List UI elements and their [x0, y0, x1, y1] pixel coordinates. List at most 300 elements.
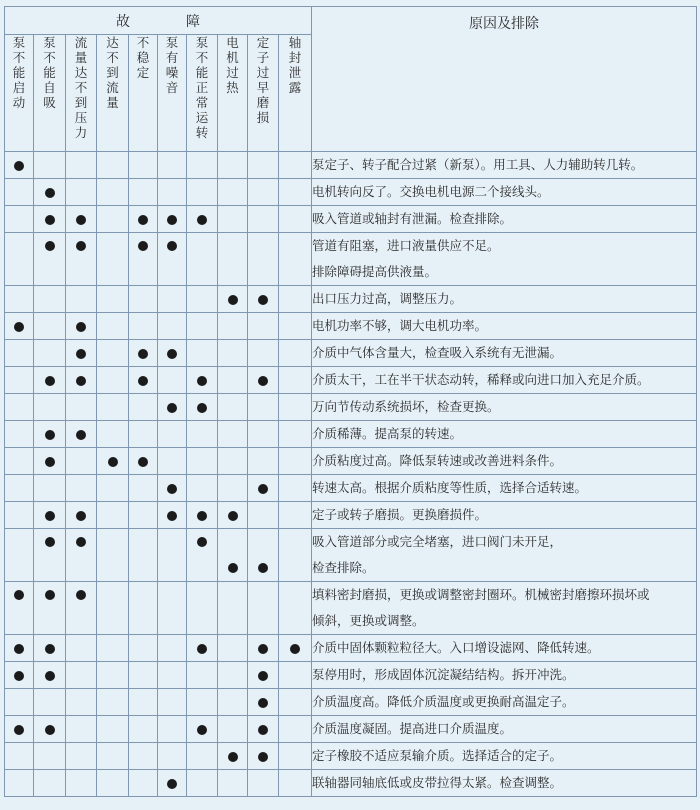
symptom-header-8 — [218, 35, 248, 152]
symptom-char: 露 — [288, 80, 302, 95]
mark-cell — [279, 582, 312, 635]
mark-cell — [279, 313, 312, 340]
mark-cell — [158, 662, 187, 689]
symptom-char: 泵 — [195, 35, 209, 50]
mark-cell — [97, 716, 129, 743]
mark-cell — [248, 421, 279, 448]
mark-cell — [34, 502, 66, 529]
fault-dot — [108, 457, 118, 467]
cause-text-line: 吸入管道部分或完全堵塞，进口阀门未开足， — [312, 534, 563, 549]
fault-dot — [197, 644, 207, 654]
mark-cell — [34, 635, 66, 662]
fault-dot — [167, 349, 177, 359]
cause-cell — [312, 367, 697, 394]
mark-cell — [158, 340, 187, 367]
mark-cell — [279, 743, 312, 770]
mark-cell — [158, 367, 187, 394]
symptom-char: 泵 — [165, 35, 179, 50]
mark-cell — [66, 206, 97, 233]
fault-row — [5, 689, 697, 716]
mark-cell — [187, 743, 218, 770]
mark-cell — [218, 367, 248, 394]
fault-dot — [45, 376, 55, 386]
fault-dot — [138, 241, 148, 251]
cause-text-line: 吸入管道或轴封有泄漏。检查排除。 — [312, 211, 513, 226]
fault-dot — [197, 403, 207, 413]
mark-cell — [158, 502, 187, 529]
mark-cell — [279, 421, 312, 448]
cause-cell — [312, 770, 697, 797]
mark-cell — [187, 340, 218, 367]
cause-cell — [312, 662, 697, 689]
symptom-char: 正 — [195, 80, 209, 95]
mark-cell — [218, 475, 248, 502]
mark-cell — [248, 179, 279, 206]
mark-cell — [97, 770, 129, 797]
fault-row — [5, 179, 697, 206]
fault-dot — [138, 349, 148, 359]
fault-row — [5, 394, 697, 421]
mark-cell — [279, 448, 312, 475]
mark-cell — [5, 582, 34, 635]
fault-dot — [76, 349, 86, 359]
fault-dot — [258, 644, 268, 654]
mark-cell — [187, 529, 218, 582]
fault-dot — [258, 484, 268, 494]
symptom-char: 轴 — [288, 35, 302, 50]
mark-cell — [218, 206, 248, 233]
mark-cell — [218, 340, 248, 367]
mark-cell — [158, 286, 187, 313]
fault-dot — [45, 590, 55, 600]
fault-dot — [14, 161, 24, 171]
mark-cell — [97, 475, 129, 502]
fault-dot — [14, 590, 24, 600]
fault-dot — [138, 376, 148, 386]
symptom-char: 有 — [165, 50, 179, 65]
symptom-char: 到 — [74, 95, 88, 110]
symptom-char: 启 — [12, 80, 26, 95]
cause-text-line: 出口压力过高，调整压力。 — [312, 291, 463, 306]
symptom-header-1 — [5, 35, 34, 152]
mark-cell — [97, 743, 129, 770]
mark-cell — [5, 635, 34, 662]
symptom-char: 能 — [195, 65, 209, 80]
symptom-char: 过 — [256, 65, 270, 80]
symptom-char: 压 — [74, 110, 88, 125]
fault-dot — [14, 725, 24, 735]
mark-cell — [158, 475, 187, 502]
mark-cell — [279, 502, 312, 529]
fault-dot — [138, 457, 148, 467]
mark-cell — [248, 689, 279, 716]
fault-dot — [14, 671, 24, 681]
mark-cell — [34, 475, 66, 502]
mark-cell — [34, 716, 66, 743]
mark-cell — [129, 286, 158, 313]
mark-cell — [187, 286, 218, 313]
fault-dot — [167, 403, 177, 413]
mark-cell — [97, 502, 129, 529]
fault-row — [5, 313, 697, 340]
symptom-header-4 — [97, 35, 129, 152]
mark-cell — [279, 689, 312, 716]
mark-cell — [34, 233, 66, 286]
symptom-char: 流 — [106, 80, 119, 95]
mark-cell — [248, 662, 279, 689]
mark-cell — [218, 421, 248, 448]
mark-cell — [248, 635, 279, 662]
mark-cell — [97, 340, 129, 367]
fault-row — [5, 529, 697, 582]
mark-cell — [218, 152, 248, 179]
symptom-char: 过 — [226, 65, 239, 80]
mark-cell — [97, 286, 129, 313]
cause-cell — [312, 152, 697, 179]
mark-cell — [218, 716, 248, 743]
mark-cell — [129, 421, 158, 448]
fault-dot — [197, 511, 207, 521]
mark-cell — [187, 502, 218, 529]
cause-cell — [312, 716, 697, 743]
mark-cell — [97, 421, 129, 448]
mark-cell — [218, 502, 248, 529]
mark-cell — [279, 716, 312, 743]
cause-text-line: 检查排除。 — [312, 560, 375, 575]
mark-cell — [279, 635, 312, 662]
fault-row — [5, 286, 697, 313]
fault-row — [5, 502, 697, 529]
symptom-char: 能 — [12, 65, 26, 80]
symptom-char: 子 — [256, 50, 270, 65]
symptom-char: 不 — [195, 50, 209, 65]
symptom-char: 泵 — [43, 35, 56, 50]
mark-cell — [66, 529, 97, 582]
mark-cell — [158, 743, 187, 770]
cause-cell — [312, 179, 697, 206]
mark-cell — [158, 206, 187, 233]
mark-cell — [129, 502, 158, 529]
cause-text-line: 管道有阻塞，进口液量供应不足。 — [312, 238, 500, 253]
mark-cell — [129, 743, 158, 770]
fault-dot — [76, 322, 86, 332]
mark-cell — [34, 448, 66, 475]
mark-cell — [34, 582, 66, 635]
fault-dot — [197, 376, 207, 386]
cause-text-line: 介质中气体含量大，检查吸入系统有无泄漏。 — [312, 345, 563, 360]
mark-cell — [248, 340, 279, 367]
fault-dot — [197, 725, 207, 735]
fault-row — [5, 743, 697, 770]
symptom-char: 达 — [106, 35, 119, 50]
mark-cell — [187, 662, 218, 689]
cause-text-line: 电机转向反了。交换电机电源二个接线头。 — [312, 184, 550, 199]
fault-title-char-2: 障 — [186, 13, 200, 30]
fault-dot — [45, 671, 55, 681]
mark-cell — [97, 233, 129, 286]
cause-cell — [312, 286, 697, 313]
mark-cell — [66, 662, 97, 689]
mark-cell — [279, 233, 312, 286]
mark-cell — [129, 662, 158, 689]
symptom-char: 机 — [226, 50, 239, 65]
mark-cell — [34, 340, 66, 367]
cause-cell — [312, 421, 697, 448]
mark-cell — [66, 635, 97, 662]
symptom-header-10 — [279, 35, 312, 152]
mark-cell — [158, 152, 187, 179]
mark-cell — [248, 770, 279, 797]
mark-cell — [66, 743, 97, 770]
mark-cell — [187, 475, 218, 502]
cause-text-line: 电机功率不够，调大电机功率。 — [312, 318, 488, 333]
symptom-char: 定 — [136, 65, 150, 80]
fault-dot — [76, 590, 86, 600]
fault-row — [5, 716, 697, 743]
fault-row — [5, 448, 697, 475]
mark-cell — [279, 662, 312, 689]
fault-dot — [290, 644, 300, 654]
symptom-char: 不 — [12, 50, 26, 65]
fault-dot — [258, 725, 268, 735]
mark-cell — [248, 152, 279, 179]
fault-dot — [138, 215, 148, 225]
fault-dot — [258, 671, 268, 681]
fault-dot — [45, 725, 55, 735]
mark-cell — [279, 179, 312, 206]
symptom-char: 封 — [288, 50, 302, 65]
mark-cell — [34, 206, 66, 233]
mark-cell — [34, 313, 66, 340]
header-row-titles — [5, 7, 697, 35]
symptom-char: 泵 — [12, 35, 26, 50]
cause-text-line: 定子橡胶不适应泵输介质。选择适合的定子。 — [312, 748, 563, 763]
fault-dot — [45, 457, 55, 467]
mark-cell — [97, 689, 129, 716]
fault-dot — [167, 484, 177, 494]
mark-cell — [5, 743, 34, 770]
symptom-char: 动 — [12, 95, 26, 110]
fault-dot — [167, 511, 177, 521]
mark-cell — [248, 475, 279, 502]
cause-text-line: 介质温度高。降低介质温度或更换耐高温定子。 — [312, 694, 575, 709]
mark-cell — [34, 179, 66, 206]
fault-row — [5, 635, 697, 662]
fault-dot — [14, 644, 24, 654]
mark-cell — [66, 421, 97, 448]
symptom-header-9 — [248, 35, 279, 152]
mark-cell — [5, 367, 34, 394]
cause-cell — [312, 689, 697, 716]
cause-text-line: 介质太干，工在半干状态动转，稀释或向进口加入充足介质。 — [312, 372, 650, 387]
fault-dot — [45, 511, 55, 521]
cause-text-line: 泵停用时，形成固体沉淀凝结结构。拆开冲洗。 — [312, 667, 575, 682]
mark-cell — [279, 770, 312, 797]
mark-cell — [279, 394, 312, 421]
cause-text-line: 介质稀薄。提高泵的转速。 — [312, 426, 463, 441]
fault-row — [5, 421, 697, 448]
mark-cell — [187, 313, 218, 340]
mark-cell — [66, 716, 97, 743]
mark-cell — [5, 475, 34, 502]
mark-cell — [158, 421, 187, 448]
mark-cell — [218, 233, 248, 286]
symptom-char: 早 — [256, 80, 270, 95]
fault-row — [5, 582, 697, 635]
mark-cell — [248, 206, 279, 233]
mark-cell — [66, 367, 97, 394]
mark-cell — [279, 152, 312, 179]
mark-cell — [218, 179, 248, 206]
symptom-char: 热 — [226, 80, 239, 95]
fault-row — [5, 233, 697, 286]
mark-cell — [129, 475, 158, 502]
fault-dot — [76, 511, 86, 521]
mark-cell — [248, 716, 279, 743]
mark-cell — [97, 367, 129, 394]
mark-cell — [34, 421, 66, 448]
fault-dot — [45, 215, 55, 225]
fault-row — [5, 340, 697, 367]
mark-cell — [248, 529, 279, 582]
mark-cell — [187, 635, 218, 662]
mark-cell — [5, 716, 34, 743]
mark-cell — [218, 448, 248, 475]
mark-cell — [129, 689, 158, 716]
cause-text-line: 联轴器同轴底低或皮带拉得太紧。检查调整。 — [312, 775, 563, 790]
mark-cell — [5, 529, 34, 582]
mark-cell — [187, 152, 218, 179]
mark-cell — [34, 394, 66, 421]
symptom-char: 到 — [106, 65, 119, 80]
mark-cell — [158, 394, 187, 421]
symptom-header-6 — [158, 35, 187, 152]
mark-cell — [158, 448, 187, 475]
mark-cell — [158, 635, 187, 662]
mark-cell — [279, 206, 312, 233]
cause-text-line: 介质温度凝固。提高进口介质温度。 — [312, 721, 513, 736]
mark-cell — [97, 448, 129, 475]
mark-cell — [97, 179, 129, 206]
mark-cell — [66, 313, 97, 340]
fault-dot — [167, 779, 177, 789]
cause-cell — [312, 475, 697, 502]
mark-cell — [97, 635, 129, 662]
mark-cell — [158, 313, 187, 340]
cause-cell — [312, 743, 697, 770]
symptom-char: 能 — [43, 65, 56, 80]
mark-cell — [187, 421, 218, 448]
mark-cell — [97, 582, 129, 635]
mark-cell — [66, 582, 97, 635]
fault-dot — [76, 241, 86, 251]
mark-cell — [248, 448, 279, 475]
mark-cell — [66, 286, 97, 313]
mark-cell — [248, 313, 279, 340]
symptom-char: 不 — [43, 50, 56, 65]
mark-cell — [34, 689, 66, 716]
mark-cell — [129, 233, 158, 286]
symptom-header-5 — [129, 35, 158, 152]
cause-cell — [312, 582, 697, 635]
fault-dot — [228, 295, 238, 305]
mark-cell — [5, 770, 34, 797]
mark-cell — [66, 340, 97, 367]
mark-cell — [129, 529, 158, 582]
mark-cell — [5, 152, 34, 179]
mark-cell — [5, 179, 34, 206]
mark-cell — [66, 502, 97, 529]
cause-cell — [312, 529, 697, 582]
fault-dot — [228, 563, 238, 573]
mark-cell — [248, 233, 279, 286]
mark-cell — [129, 770, 158, 797]
mark-cell — [129, 582, 158, 635]
cause-cell — [312, 394, 697, 421]
mark-cell — [66, 233, 97, 286]
fault-dot — [14, 322, 24, 332]
mark-cell — [158, 689, 187, 716]
fault-dot — [76, 537, 86, 547]
symptom-char: 常 — [195, 95, 209, 110]
symptom-char: 不 — [136, 35, 150, 50]
mark-cell — [187, 367, 218, 394]
cause-cell — [312, 448, 697, 475]
mark-cell — [158, 233, 187, 286]
symptom-char: 定 — [256, 35, 270, 50]
mark-cell — [248, 286, 279, 313]
fault-dot — [167, 241, 177, 251]
mark-cell — [218, 582, 248, 635]
mark-cell — [187, 179, 218, 206]
cause-text-line: 转速太高。根据介质粘度等性质，选择合适转速。 — [312, 480, 588, 495]
symptom-char: 运 — [195, 110, 209, 125]
mark-cell — [158, 582, 187, 635]
fault-dot — [258, 752, 268, 762]
mark-cell — [158, 770, 187, 797]
fault-title-char-1: 故 — [116, 13, 130, 30]
mark-cell — [248, 394, 279, 421]
symptom-char: 泄 — [288, 65, 302, 80]
fault-dot — [45, 430, 55, 440]
mark-cell — [158, 179, 187, 206]
mark-cell — [129, 206, 158, 233]
fault-dot — [76, 376, 86, 386]
mark-cell — [5, 394, 34, 421]
mark-cell — [218, 394, 248, 421]
mark-cell — [5, 206, 34, 233]
mark-cell — [129, 340, 158, 367]
symptom-char: 磨 — [256, 95, 270, 110]
fault-row — [5, 662, 697, 689]
mark-cell — [66, 689, 97, 716]
symptom-char: 达 — [74, 65, 88, 80]
mark-cell — [218, 313, 248, 340]
symptom-char: 噪 — [165, 65, 179, 80]
cause-text-line: 定子或转子磨损。更换磨损件。 — [312, 507, 488, 522]
fault-dot — [197, 215, 207, 225]
mark-cell — [218, 770, 248, 797]
mark-cell — [158, 529, 187, 582]
mark-cell — [129, 367, 158, 394]
mark-cell — [218, 662, 248, 689]
symptom-char: 电 — [226, 35, 239, 50]
mark-cell — [187, 233, 218, 286]
mark-cell — [5, 421, 34, 448]
mark-cell — [34, 743, 66, 770]
cause-text-line: 万向节传动系统损坏，检查更换。 — [312, 399, 500, 414]
mark-cell — [34, 286, 66, 313]
